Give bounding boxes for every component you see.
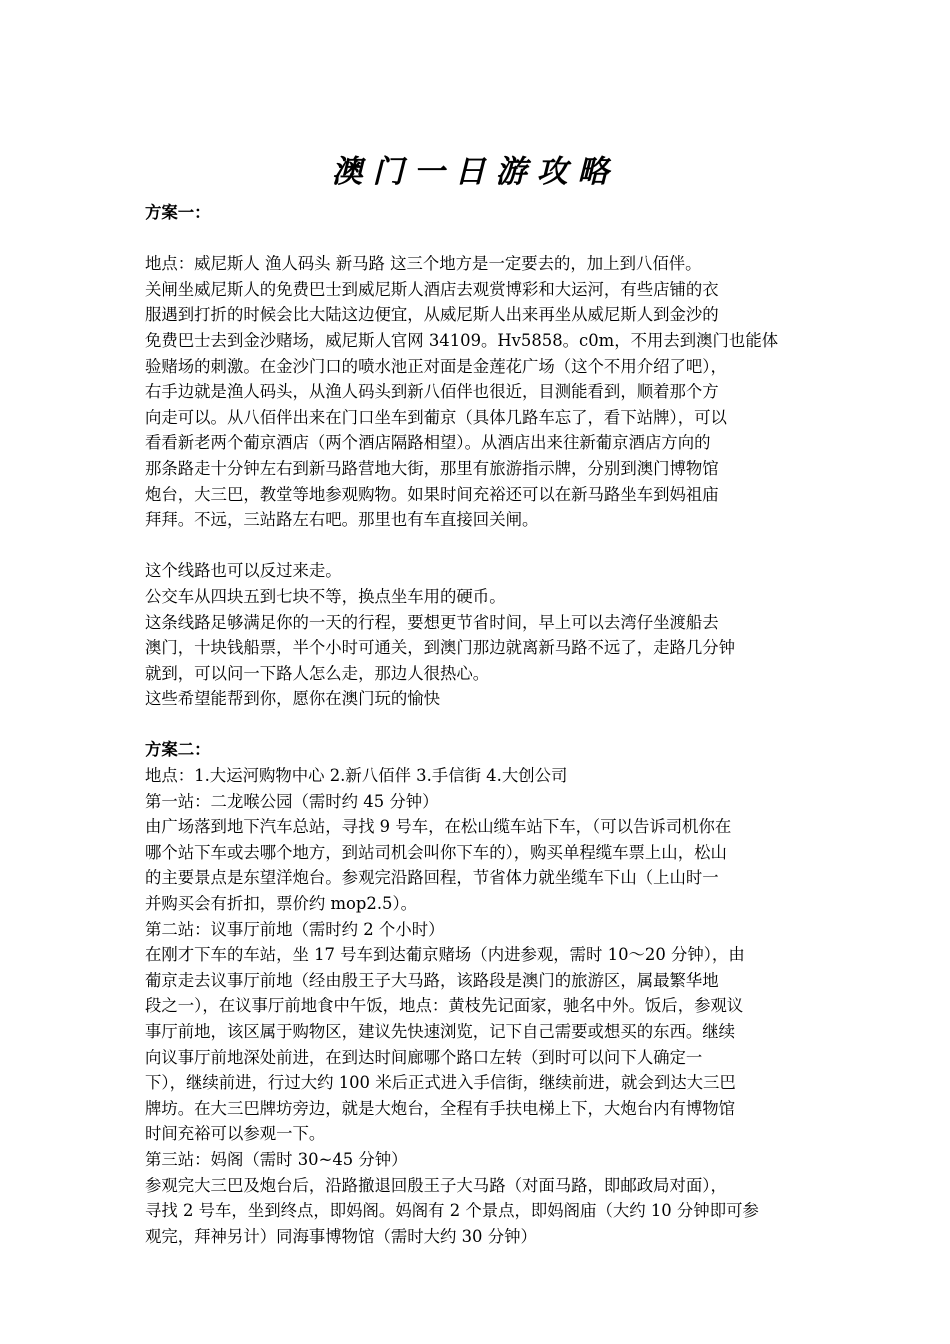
paragraph-line: 并购买会有折扣，票价约 mop2.5）。 xyxy=(145,894,418,914)
paragraph-line: 服遇到打折的时候会比大陆这边便宜，从威尼斯人出来再坐从威尼斯人到金沙的 xyxy=(145,305,719,325)
note-line: 公交车从四块五到七块不等，换点坐车用的硬币。 xyxy=(145,586,506,606)
paragraph-line: 由广场落到地下汽车总站，寻找 9 号车，在松山缆车站下车，（可以告诉司机你在 xyxy=(145,817,732,837)
paragraph-line: 拜拜。不远，三站路左右吧。那里也有车直接回关闸。 xyxy=(145,510,539,530)
paragraph-line: 哪个站下车或去哪个地方，到站司机会叫你下车的），购买单程缆车票上山，松山 xyxy=(145,842,727,862)
paragraph-line: 关闸坐威尼斯人的免费巴士到威尼斯人酒店去观赏博彩和大运河，有些店铺的衣 xyxy=(145,279,719,299)
paragraph-line: 第二站：议事厅前地（需时约 2 个小时） xyxy=(145,919,445,939)
plan-two-heading: 方案二： xyxy=(145,740,211,760)
paragraph-line: 在刚才下车的车站，坐 17 号车到达葡京赌场（内进参观，需时 10～20 分钟），由 xyxy=(145,945,745,965)
paragraph-line: 时间充裕可以参观一下。 xyxy=(145,1124,326,1144)
note-line: 这些希望能帮到你，愿你在澳门玩的愉快 xyxy=(145,689,441,709)
blank-line xyxy=(145,712,815,738)
paragraph-line: 事厅前地，该区属于购物区，建议先快速浏览，记下自己需要或想买的东西。继续 xyxy=(145,1022,736,1041)
paragraph-line: 看看新老两个葡京酒店（两个酒店隔路相望）。从酒店出来往新葡京酒店方向的 xyxy=(145,433,711,453)
plan-one-heading: 方案一： xyxy=(145,203,211,222)
note-line: 澳门，十块钱船票，半个小时可通关，到澳门那边就离新马路不远了，走路几分钟 xyxy=(145,638,736,658)
paragraph-line: 验赌场的刺激。在金沙门口的喷水池正对面是金莲花广场（这个不用介绍了吧）， xyxy=(145,356,727,376)
paragraph-line: 的主要景点是东望洋炮台。参观完沿路回程，节省体力就坐缆车下山（上山时一 xyxy=(145,868,719,888)
paragraph-line: 段之一），在议事厅前地食中午饭，地点：黄枝先记面家，驰名中外。饭后，参观议 xyxy=(145,996,744,1016)
paragraph-line: 寻找 2 号车，坐到终点，即妈阁。妈阁有 2 个景点，即妈阁庙（大约 10 分钟即可参 xyxy=(145,1201,759,1221)
paragraph-line: 向走可以。从八佰伴出来在门口坐车到葡京（具体几路车忘了，看下站牌），可以 xyxy=(145,407,727,427)
blank-line xyxy=(145,533,815,559)
blank-line xyxy=(145,226,815,252)
paragraph-line: 第一站：二龙喉公园（需时约 45 分钟） xyxy=(145,791,439,811)
paragraph-line: 下），继续前进，行过大约 100 米后正式进入手信街，继续前进，就会到达大三巴 xyxy=(145,1073,736,1093)
paragraph-line: 那条路走十分钟左右到新马路营地大街，那里有旅游指示牌，分别到澳门博物馆 xyxy=(145,458,719,478)
paragraph-line: 炮台，大三巴，教堂等地参观购物。如果时间充裕还可以在新马路坐车到妈祖庙 xyxy=(145,484,719,504)
paragraph-line: 地点：1.大运河购物中心 2.新八佰伴 3.手信街 4.大创公司 xyxy=(145,766,568,786)
paragraph-line: 葡京走去议事厅前地（经由殷王子大马路，该路段是澳门的旅游区，属最繁华地 xyxy=(145,970,719,990)
paragraph-line: 第三站：妈阁（需时 30~45 分钟） xyxy=(145,1149,408,1169)
note-line: 就到，可以问一下路人怎么走，那边人很热心。 xyxy=(145,663,490,683)
note-line: 这个线路也可以反过来走。 xyxy=(145,561,342,581)
paragraph-line: 向议事厅前地深处前进，在到达时间廊哪个路口左转（到时可以问下人确定一 xyxy=(145,1047,703,1067)
paragraph-line: 免费巴士去到金沙赌场，威尼斯人官网 34109。Hv5858。c0m，不用去到澳门也能体 xyxy=(145,330,779,350)
note-line: 这条线路足够满足你的一天的行程，要想更节省时间，早上可以去湾仔坐渡船去 xyxy=(145,612,719,632)
paragraph-line: 参观完大三巴及炮台后，沿路撤退回殷王子大马路（对面马路，即邮政局对面）， xyxy=(145,1175,727,1195)
paragraph-line: 右手边就是渔人码头，从渔人码头到新八佰伴也很近，目测能看到，顺着那个方 xyxy=(145,382,719,402)
paragraph-line: 观完，拜神另计）同海事博物馆（需时大约 30 分钟） xyxy=(145,1226,537,1246)
document-body xyxy=(145,200,815,1249)
paragraph-line: 牌坊。在大三巴牌坊旁边，就是大炮台，全程有手扶电梯上下，大炮台内有博物馆 xyxy=(145,1098,736,1118)
document-title: 澳门一日游攻略 xyxy=(331,154,619,190)
paragraph-line: 地点：威尼斯人 渔人码头 新马路 这三个地方是一定要去的，加上到八佰伴。 xyxy=(145,254,702,274)
